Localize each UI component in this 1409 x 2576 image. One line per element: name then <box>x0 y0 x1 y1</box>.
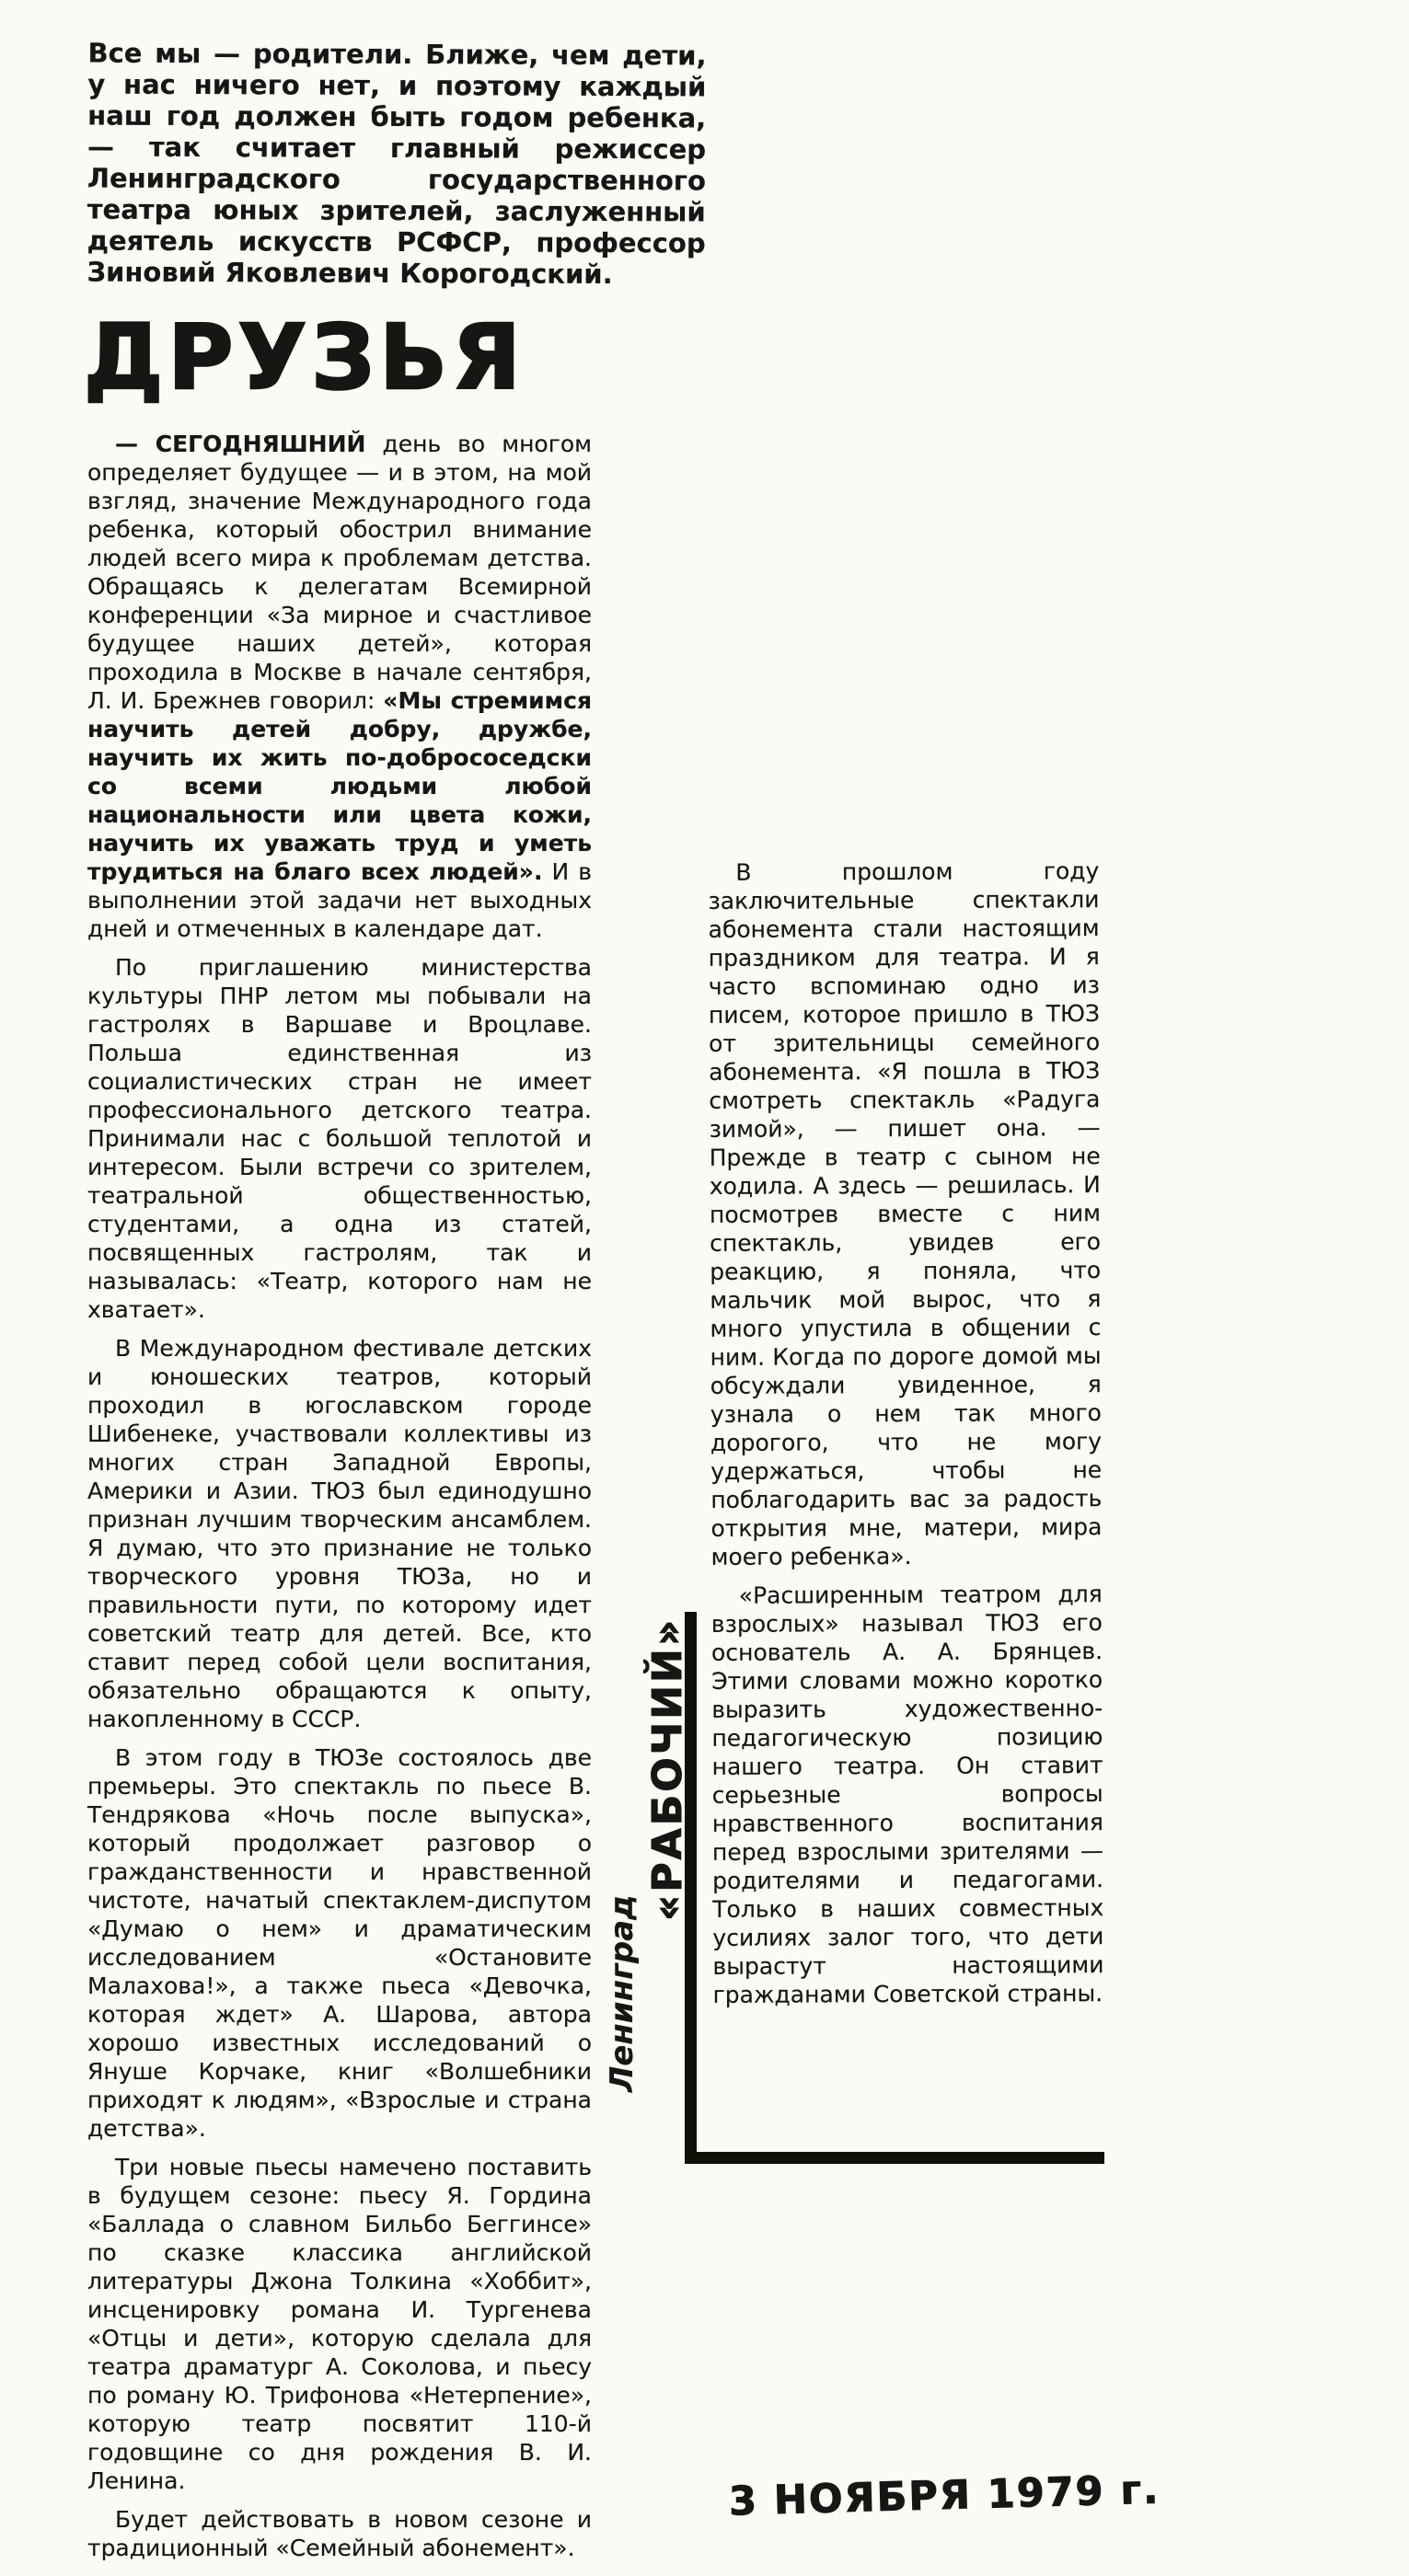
left-column <box>87 430 592 2562</box>
paragraph: «Расширенным театром для взрослых» называл ТЮЗ его основатель А. А. Брянцев. Этими словами можно коротко выразить художественно-педагогическую позицию нашего театра. Он ставит серьезные вопросы нравственного воспитания перед взрослыми зрителями — родителями и педагогами. Только в наших совместных усилиях залог того, что дети вырастут настоящими гражданами Советской страны. <box>710 1581 1104 2008</box>
paragraph-text: день во многом определяет будущее — и в этом, на мой взгляд, значение Международного года ребенка, который обострил внимание людей всего мира к проблемам детства. Обращаясь к делегатам Всемирной конференции «За мирное и счастливое будущее наших детей», которая проходила в Москве в начале сентября, Л. И. Брежнев говорил: <box>87 431 592 714</box>
kicker-paragraph: Все мы — родители. Ближе, чем дети, у нас ничего нет, и поэтому каждый наш год должен быть годом ребенка, — так считает главный режиссер Ленинградского государственного театра юных зрителей, заслуженный деятель искусств РСФСР, профессор Зиновий Яковлевич Корогодский. <box>87 37 707 291</box>
paragraph: Три новые пьесы намечено поставить в будущем сезоне: пьесу Я. Гордина «Баллада о славном Бильбо Беггинсе» по сказке классика английской литературы Джона Толкина «Хоббит», инсценировку романа И. Тургенева «Отцы и дети», которую сделала для театра драматург А. Соколова, и пьесу по роману Ю. Трифонова «Нетерпение», которую театр посвятит 110-й годовщине со дня рождения В. И. Ленина. <box>87 2154 592 2494</box>
masthead-title-vertical: «РАБОЧИЙ» <box>644 1616 691 1921</box>
paragraph: В Международном фестивале детских и юношеских театров, который проходил в югославском городе Шибенеке, участвовали коллективы из многих стран Западной Европы, Америки и Азии. ТЮЗ был единодушно признан лучшим творческим ансамблем. Я думаю, что это признание не только творческого уровня ТЮЗа, но и правильности пути, по которому идет советский театр для детей. Все, кто ставит перед собой цели воспитания, обязательно обращаются к опыту, накопленному в СССР. <box>87 1335 592 1732</box>
paragraph-text: И в выполнении этой задачи нет выходных дней и отмеченных в календаре дат. <box>87 858 592 942</box>
corner-rule <box>685 1612 1104 2164</box>
masthead-city-vertical: Ленинград <box>604 1894 641 2092</box>
bold-quote: «Мы стремимся научить детей добру, дружбе, научить их жить по-добрососедски со всеми людьми любой национальности или цвета кожи, научить их уважать труд и уметь трудиться на благо всех людей». <box>87 687 592 885</box>
paragraph: В прошлом году заключительные спектакли абонемента стали настоящим праздником для театра. И я часто вспоминаю одно из писем, которое пришло в ТЮЗ от зрительницы семейного абонемента. «Я пошла в ТЮЗ смотреть спектакль «Радуга зимой», — пишет она. — Прежде в театр с сыном не ходила. А здесь — решилась. И посмотрев вместе с ним спектакль, увидев его реакцию, я поняла, что мальчик мой вырос, что я много упустила в общении с ним. Когда по дороге домой мы обсуждали увиденное, я узнала о нем так много дорогого, что не могу удержаться, чтобы не поблагодарить вас за радость открытия мне, матери, мира моего ребенка». <box>708 857 1103 1570</box>
paragraph: В этом году в ТЮЗе состоялось две премьеры. Это спектакль по пьесе В. Тендрякова «Ночь после выпуска», который продолжает разговор о гражданственности и нравственной чистоте, начатый спектаклем-диспутом «Думаю о нем» и драматическим исследованием «Остановите Малахова!», а также пьеса «Девочка, которая ждет» А. Шарова, автора хорошо известных исследований о Януше Корчаке, книг «Волшебники приходят к людям», «Взрослые и страна детства». <box>87 1744 592 2142</box>
paragraph: Будет действовать в новом сезоне и традиционный «Семейный абонемент». <box>87 2506 592 2561</box>
dateline: 3 НОЯБРЯ 1979 г. <box>728 2467 1161 2525</box>
article-headline: ДРУЗЬЯ <box>84 305 525 409</box>
paragraph <box>87 430 592 943</box>
paragraph: По приглашению министерства культуры ПНР летом мы побывали на гастролях в Варшаве и Вроцлаве. Польша единственная из социалистических стран не имеет профессионального детского театра. Принимали нас с большой теплотой и интересом. Были встречи со зрителем, театральной общественностью, студентами, а одна из статей, посвященных гастролям, так и называлась: «Театр, которого нам не хватает». <box>87 954 592 1323</box>
paragraph-opener: — СЕГОДНЯШНИЙ <box>115 431 366 457</box>
